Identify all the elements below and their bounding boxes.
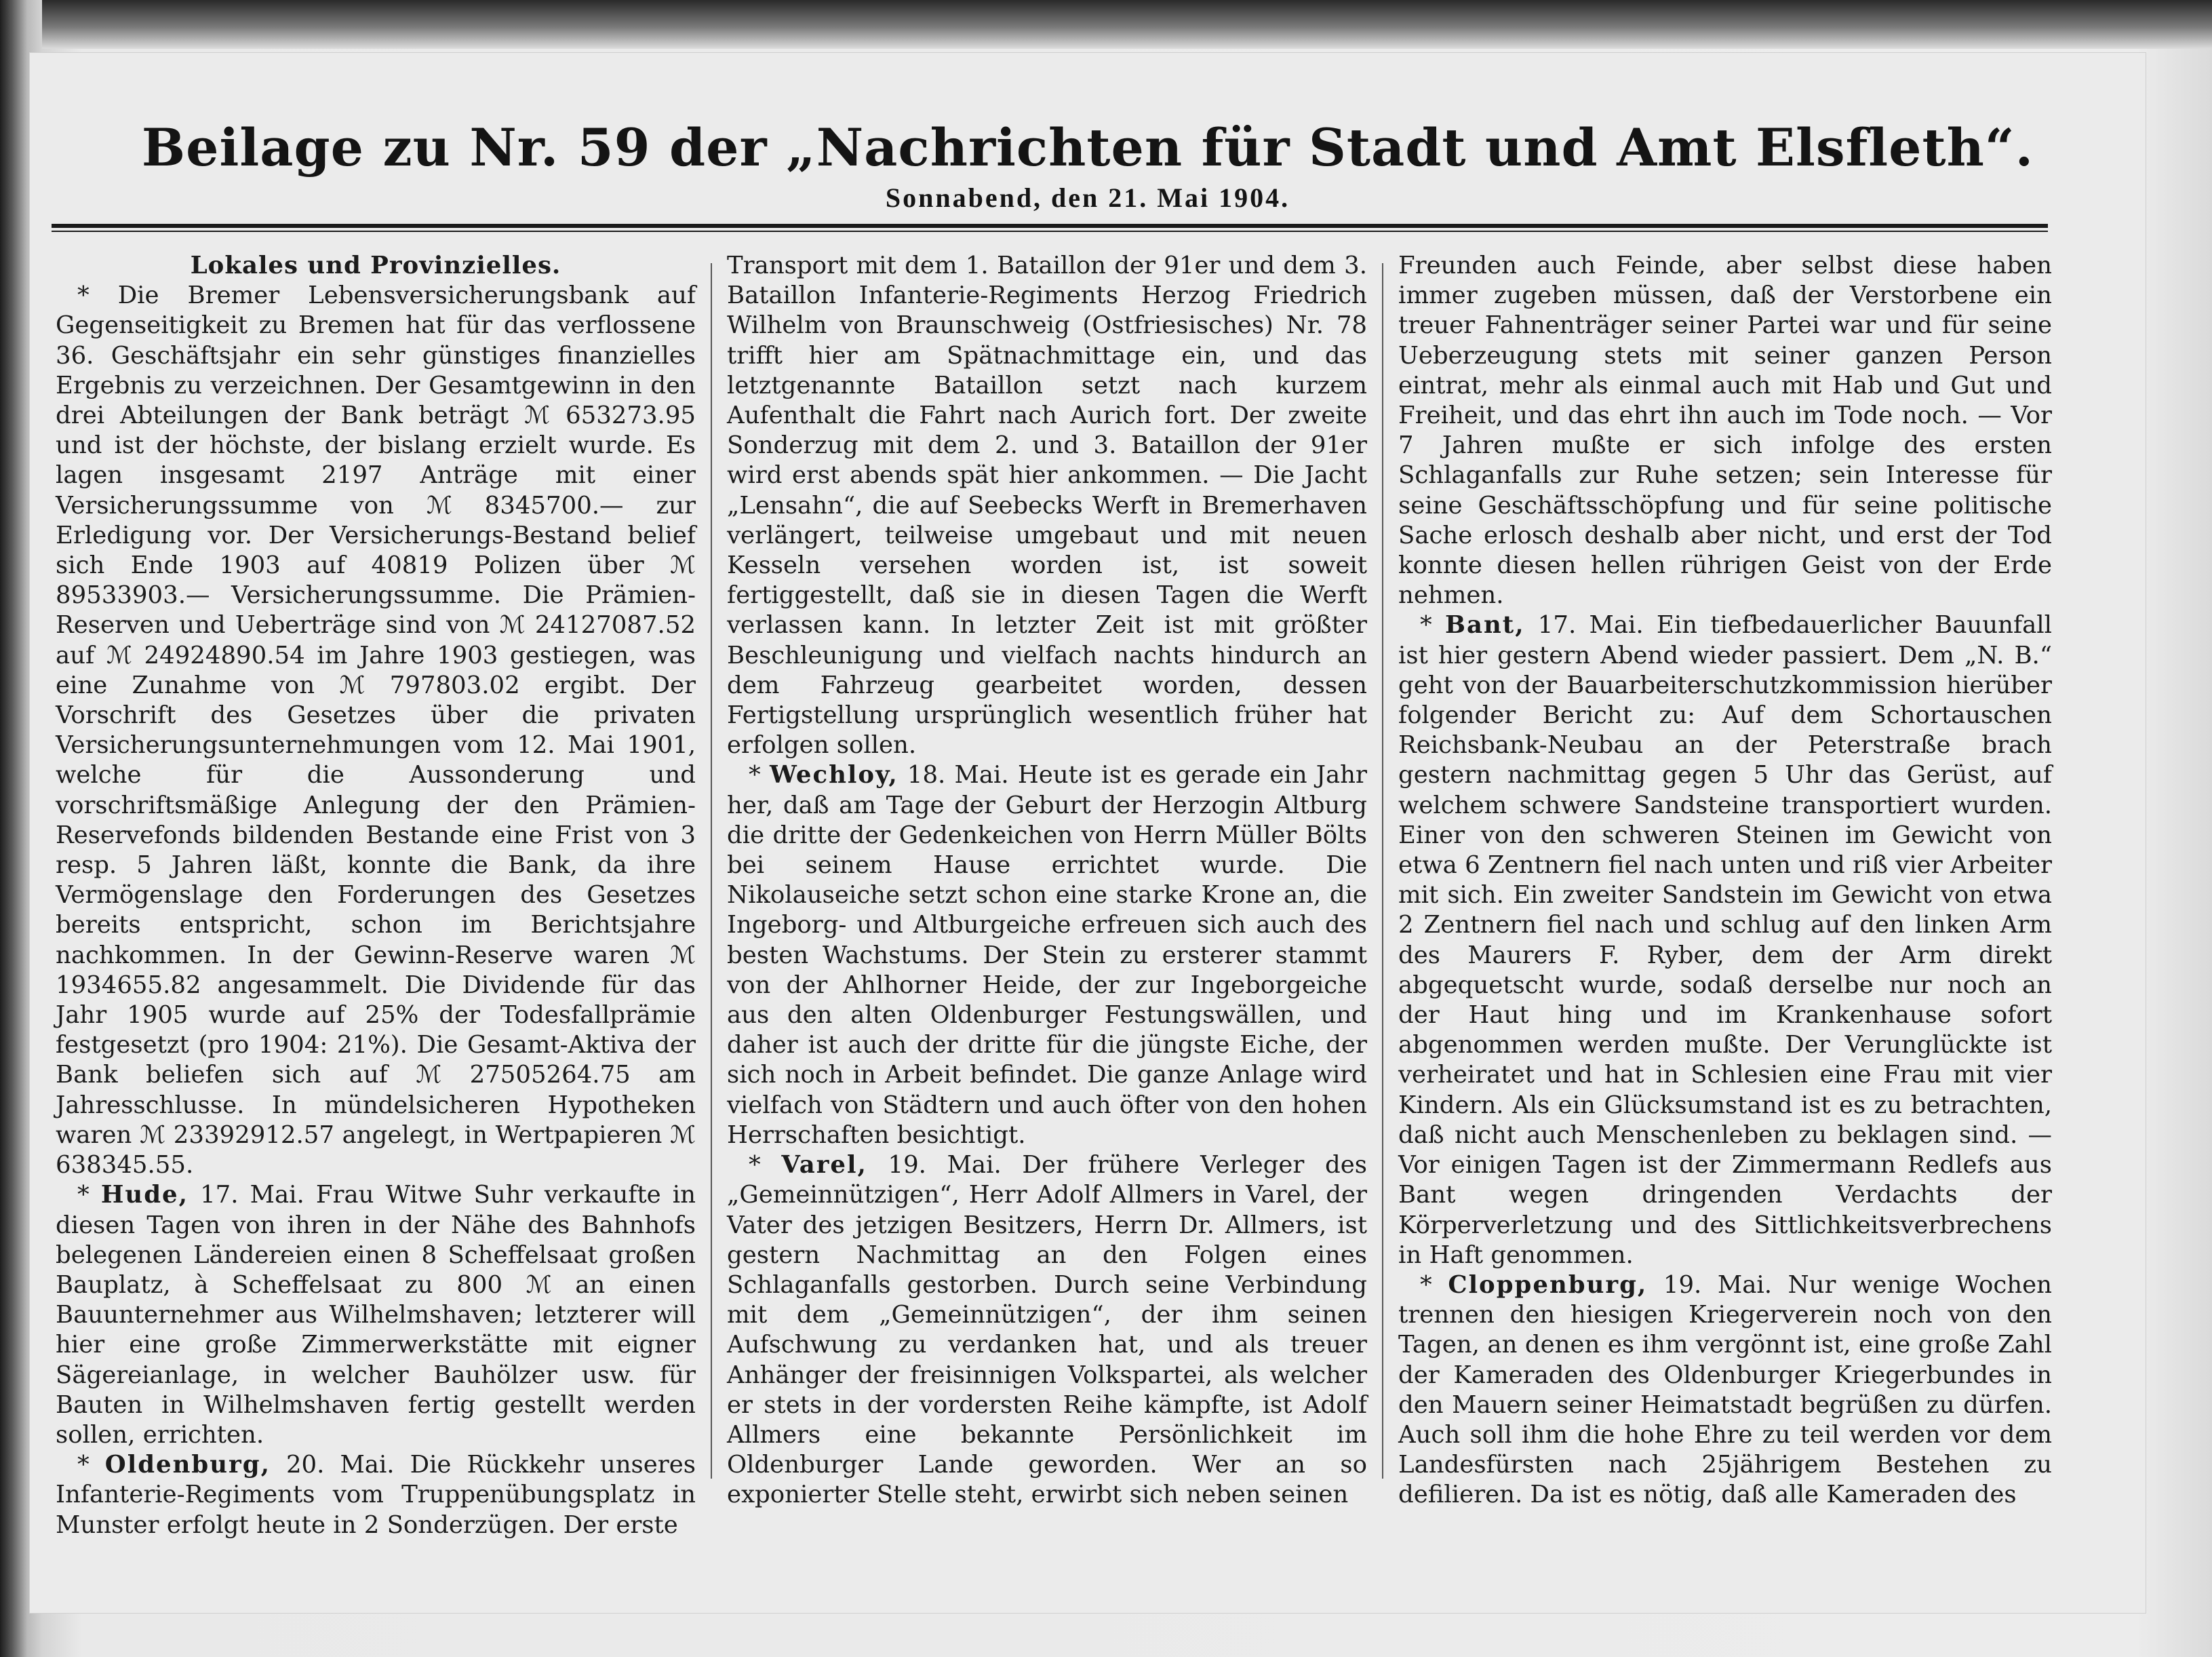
article-wechloy: * Wechloy, 18. Mai. Heute ist es gerade ein Jahr her, daß am Tage der Geburt der Herzogin Altburg die dritte der Gedenkeichen von Herrn Müller Bölts bei seinem Hause errichtet wurde. Die Nikolauseiche setzt schon eine starke Krone an, die Ingeborg- und Altburgeiche erfreuen sich auch des besten Wachstums. Der Stein zu ersterer stammt von der Ahlhorner Heide, der zur Ingeborgeiche aus den alten Oldenburger Festungswällen, und daher ist auch der dritte für die jüngste Eiche, der sich noch in Arbeit befindet. Die ganze Anlage wird vielfach von Städtern und auch öfter von den hohen Herrschaften besichtigt. bbox=[727, 761, 1367, 1149]
place-cloppenburg: Cloppenburg, bbox=[1448, 1270, 1648, 1299]
article-oldenburg-continued: Transport mit dem 1. Bataillon der 91er und dem 3. Bataillon Infanterie-Regiments Herzog Friedrich Wilhelm von Braunschweig (Ostfriesisches) Nr. 78 trifft hier am Spätnachmittage ein, und das letztgenannte Bataillon setzt nach kurzem Aufenthalt die Fahrt nach Aurich fort. Der zweite Sonderzug mit dem 2. und 3. Bataillon der 91er wird erst abends spät hier ankommen. — Die Jacht „Lensahn“, die auf Seebecks Werft in Bremerhaven verlängert, teilweise umgebaut und mit neuen Kesseln versehen worden ist, ist soweit fertiggestellt, daß sie in diesen Tagen die Werft verlassen kann. In letzter Zeit ist mit größter Beschleunigung und vielfach nachts hindurch an dem Fahrzeug gearbeitet worden, dessen Fertigstellung ursprünglich wesentlich früher hat erfolgen sollen. bbox=[727, 252, 1367, 760]
article-wechloy-text: 18. Mai. Heute ist es gerade ein Jahr her, daß am Tage der Geburt der Herzogin Altburg die dritte der Gedenkeichen von Herrn Müller Bölts bei seinem Hause errichtet wurde. Die Nikolauseiche setzt schon eine starke Krone an, die Ingeborg- und Altburgeiche erfreuen sich auch des besten Wachstums. Der Stein zu ersterer stammt von der Ahlhorner Heide, der zur Ingeborgeiche aus den alten Oldenburger Festungswällen, und daher ist auch der dritte für die jüngste Eiche, der sich noch in Arbeit befindet. Die ganze Anlage wird vielfach von Städtern und auch öfter von den hohen Herrschaften besichtigt. bbox=[727, 761, 1367, 1149]
article-bant-text: 17. Mai. Ein tiefbedauerlicher Bauunfall ist hier gestern Abend wieder passiert. Dem „N. B.“ geht von der Bauarbeiterschutzkommission hierüber folgender Bericht zu: Auf dem Schortauschen Reichsbank-Neubau an der Peterstraße brach gestern nachmittag gegen 5 Uhr das Gerüst, auf welchem schwere Sandsteine transportiert wurden. Einer von den schweren Steinen im Gewicht von etwa 6 Zentnern fiel nach unten und riß vier Arbeiter mit sich. Ein zweiter Sandstein im Gewicht von etwa 2 Zentnern fiel nach und schlug auf den linken Arm des Maurers F. Ryber, dem der Arm direkt abgequetscht wurde, sodaß derselbe nur noch an der Haut hing und im Krankenhause sofort abgenommen werden mußte. Der Verunglückte ist verheiratet und hat in Schlesien eine Frau mit vier Kindern. Als ein Glücksumstand ist es zu betrachten, daß nicht auch Menschenleben zu beklagen sind. — Vor einigen Tagen ist der Zimmermann Redlefs aus Bant wegen dringenden Verdachts der Körperverletzung und des Sittlichkeitsverbrechens in Haft genommen. bbox=[1398, 611, 2052, 1269]
article-bant: * Bant, 17. Mai. Ein tiefbedauerlicher Bauunfall ist hier gestern Abend wieder passiert. Dem „N. B.“ geht von der Bauarbeiterschutzkommission hierüber folgender Bericht zu: Auf dem Schortauschen Reichsbank-Neubau an der Peterstraße brach gestern nachmittag gegen 5 Uhr das Gerüst, auf welchem schwere Sandsteine transportiert wurden. Einer von den schweren Steinen im Gewicht von etwa 6 Zentnern fiel nach unten und riß vier Arbeiter mit sich. Ein zweiter Sandstein im Gewicht von etwa 2 Zentnern fiel nach und schlug auf den linken Arm des Maurers F. Ryber, dem der Arm direkt abgequetscht wurde, sodaß derselbe nur noch an der Haut hing und im Krankenhause sofort abgenommen werden mußte. Der Verunglückte ist verheiratet und hat in Schlesien eine Frau mit vier Kindern. Als ein Glücksumstand ist es zu betrachten, daß nicht auch Menschenleben zu beklagen sind. — Vor einigen Tagen ist der Zimmermann Redlefs aus Bant wegen dringenden Verdachts der Körperverletzung und des Sittlichkeitsverbrechens in Haft genommen. bbox=[1398, 611, 2052, 1269]
masthead-date: Sonnabend, den 21. Mai 1904. bbox=[885, 182, 1290, 213]
article-cloppenburg-text: 19. Mai. Nur wenige Wochen trennen den hiesigen Kriegerverein noch von den Tagen, an denen es ihm vergönnt ist, eine große Zahl der Kameraden des Oldenburger Kriegerbundes in den Mauern seiner Heimatstadt begrüßen zu dürfen. Auch soll ihm die hohe Ehre zu teil werden vor dem Landesfürsten nach 25jährigem Bestehen zu defilieren. Da ist es nötig, daß alle Kameraden des bbox=[1398, 1270, 2052, 1509]
column-3 bbox=[1398, 251, 2052, 1513]
column-1 bbox=[56, 251, 696, 1539]
article-bremer-lebensversicherung: * Die Bremer Lebensversicherungsbank auf Gegenseitigkeit zu Bremen hat für das verflossene 36. Geschäftsjahr ein sehr günstiges finanzielles Ergebnis zu verzeichnen. Der Gesamtgewinn in den drei Abteilungen der Bank beträgt ℳ 653273.95 und ist der höchste, der bislang erzielt wurde. Es lagen insgesamt 2197 Anträge mit einer Versicherungssumme von ℳ 8345700.— zur Erledigung vor. Der Versicherungs-Bestand belief sich Ende 1903 auf 40819 Polizen über ℳ 89533903.— Versicherungssumme. Die Prämien-Reserven und Ueberträge sind von ℳ 24127087.52 auf ℳ 24924890.54 im Jahre 1903 gestiegen, was eine Zunahme von ℳ 797803.02 ergibt. Der Vorschrift des Gesetzes über die privaten Versicherungsunternehmungen vom 12. Mai 1901, welche für die Aussonderung und vorschriftsmäßige Anlegung der den Prämien-Reservefonds bildenden Bestande eine Frist von 3 resp. 5 Jahren läßt, konnte die Bank, da ihre Vermögenslage den Forderungen des Gesetzes bereits entspricht, schon im Berichtsjahre nachkommen. In der Gewinn-Reserve waren ℳ 1934655.82 angesammelt. Die Dividende für das Jahr 1905 wurde auf 25% der Todesfallprämie festgesetzt (pro 1904: 21%). Die Gesamt-Aktiva der Bank beliefen sich auf ℳ 27505264.75 am Jahresschlusse. In mündelsicheren Hypotheken waren ℳ 23392912.57 angelegt, in Wertpapieren ℳ 638345.55. bbox=[56, 281, 696, 1180]
column-2 bbox=[727, 251, 1367, 1513]
article-varel-continued: Freunden auch Feinde, aber selbst diese haben immer zugeben müssen, daß der Verstorbene ein treuer Fahnenträger seiner Partei war und für seine Ueberzeugung stets mit seiner ganzen Person eintrat, mehr als einmal auch mit Hab und Gut und Freiheit, und das ehrt ihn auch im Tode noch. — Vor 7 Jahren mußte er sich infolge des ersten Schlaganfalls zur Ruhe setzen; sein Interesse für seine Geschäftsschöpfung und für seine politische Sache erlosch deshalb aber nicht, und erst der Tod konnte diesen hellen rührigen Geist von der Erde nehmen. bbox=[1398, 252, 2052, 610]
masthead bbox=[30, 117, 2146, 214]
masthead-title: Beilage zu Nr. 59 der „Nachrichten für Stadt und Amt Elsfleth“. bbox=[141, 117, 2034, 178]
column-divider-2 bbox=[1382, 263, 1383, 1479]
scan-top-shadow bbox=[0, 0, 2212, 49]
article-cloppenburg: * Cloppenburg, 19. Mai. Nur wenige Wochen trennen den hiesigen Kriegerverein noch von den Tagen, an denen es ihm vergönnt ist, eine große Zahl der Kameraden des Oldenburger Kriegerbundes in den Mauern seiner Heimatstadt begrüßen zu dürfen. Auch soll ihm die hohe Ehre zu teil werden vor dem Landesfürsten nach 25jährigem Bestehen zu defilieren. Da ist es nötig, daß alle Kameraden des bbox=[1398, 1270, 2052, 1509]
place-hude: Hude, bbox=[100, 1181, 189, 1209]
article-varel-text: 19. Mai. Der frühere Verleger des „Gemeinnützigen“, Herr Adolf Allmers in Varel, der Vater des jetzigen Besitzers, Herrn Dr. Allmers, ist gestern Nachmittag an den Folgen eines Schlaganfalls gestorben. Durch seine Verbindung mit dem „Gemeinnützigen“, der ihm seinen Aufschwung zu verdanken hat, und als treuer Anhänger der freisinnigen Volkspartei, als welcher er stets in der vordersten Reihe kämpfte, ist Adolf Allmers eine bekannte Persönlichkeit im Oldenburger Lande geworden. Wer an so exponierter Stelle steht, erwirbt sich neben seinen bbox=[727, 1151, 1367, 1509]
place-oldenburg: Oldenburg, bbox=[104, 1451, 271, 1479]
article-oldenburg: * Oldenburg, 20. Mai. Die Rückkehr unseres Infanterie-Regiments vom Truppenübungsplatz in Munster erfolgt heute in 2 Sonderzügen. Der erste bbox=[56, 1451, 696, 1539]
article-hude: * Hude, 17. Mai. Frau Witwe Suhr verkaufte in diesen Tagen von ihren in der Nähe des Bahnhofs belegenen Ländereien einen 8 Scheffelsaat großen Bauplatz, à Scheffelsaat zu 800 ℳ an einen Bauunternehmer aus Wilhelmshaven; letzterer will hier eine große Zimmerwerkstätte mit eigner Sägereianlage, in welcher Bauhölzer usw. für Bauten in Wilhelmshaven fertig gestellt werden sollen, errichten. bbox=[56, 1181, 696, 1449]
place-bant: Bant, bbox=[1444, 611, 1525, 640]
header-rule-thick bbox=[52, 224, 2048, 228]
section-heading: Lokales und Provinzielles. bbox=[190, 252, 561, 279]
article-varel: * Varel, 19. Mai. Der frühere Verleger des „Gemeinnützigen“, Herr Adolf Allmers in Varel, der Vater des jetzigen Besitzers, Herrn Dr. Allmers, ist gestern Nachmittag an den Folgen eines Schlaganfalls gestorben. Durch seine Verbindung mit dem „Gemeinnützigen“, der ihm seinen Aufschwung zu verdanken hat, und als treuer Anhänger der freisinnigen Volkspartei, als welcher er stets in der vordersten Reihe kämpfte, ist Adolf Allmers eine bekannte Persönlichkeit im Oldenburger Lande geworden. Wer an so exponierter Stelle steht, erwirbt sich neben seinen bbox=[727, 1151, 1367, 1509]
article-hude-text: 17. Mai. Frau Witwe Suhr verkaufte in diesen Tagen von ihren in der Nähe des Bahnhofs belegenen Ländereien einen 8 Scheffelsaat großen Bauplatz, à Scheffelsaat zu 800 ℳ an einen Bauunternehmer aus Wilhelmshaven; letzterer will hier eine große Zimmerwerkstätte mit eigner Sägereianlage, in welcher Bauhölzer usw. für Bauten in Wilhelmshaven fertig gestellt werden sollen, errichten. bbox=[56, 1181, 696, 1449]
column-divider-1 bbox=[711, 263, 712, 1479]
place-varel: Varel, bbox=[781, 1151, 867, 1180]
place-wechloy: Wechloy, bbox=[769, 761, 898, 789]
article-columns bbox=[56, 251, 2052, 1539]
header-rule-thin bbox=[52, 231, 2048, 232]
article-oldenburg-text: 20. Mai. Die Rückkehr unseres Infanterie-Regiments vom Truppenübungsplatz in Munster erfolgt heute in 2 Sonderzügen. Der erste bbox=[56, 1451, 696, 1539]
newspaper-page bbox=[30, 53, 2146, 1613]
